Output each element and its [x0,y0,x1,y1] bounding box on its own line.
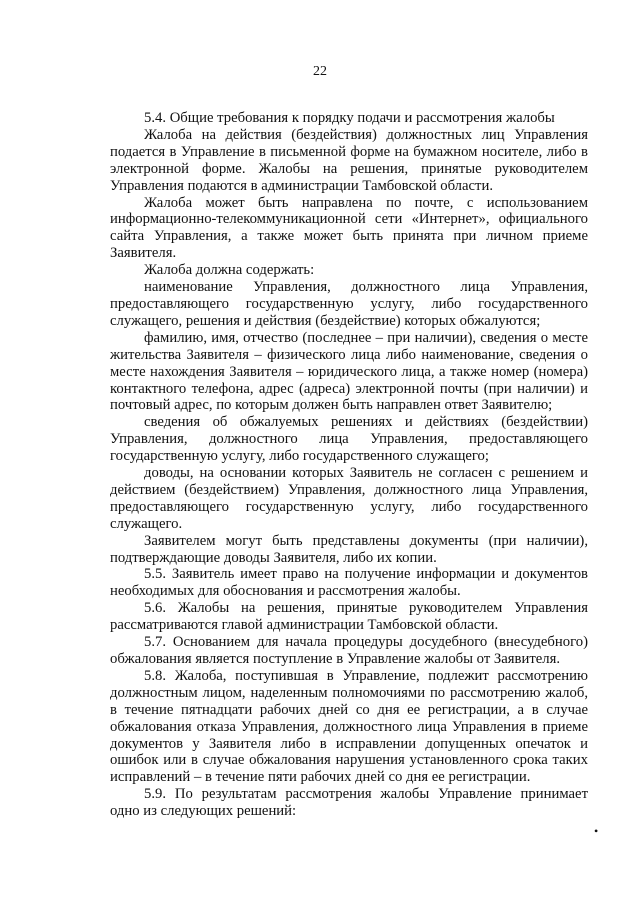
paragraph-complaint-contents-intro: Жалоба должна содержать: [144,262,315,279]
section-heading-5-4: 5.4. Общие требования к порядку подачи и рассмотрения жалобы [144,110,555,126]
section-5-6: 5.6. Жалобы на решения, принятые руководителем Управления рассматриваются главой администрации Тамбовской области. [110,600,588,634]
list-item-arguments: доводы, на основании которых Заявитель не согласен с решением и действием (бездействием) Управления, должностного лица Управления, предоставляющего государственную услугу, либо государственного служащего. [110,465,588,532]
section-5-9: 5.9. По результатам рассмотрения жалобы Управление принимает одно из следующих решений: [110,786,588,820]
paragraph-complaint-channels: Жалоба может быть направлена по почте, с использованием информационно-телекоммуникационной сети «Интернет», официального сайта Управления, а также может быть принята при личном приеме Заявителя. [110,194,588,262]
stray-mark: • [594,824,599,838]
list-item-applicant-details: фамилию, имя, отчество (последнее – при наличии), сведения о месте жительства Заявителя – физического лица либо наименование, сведения о месте нахождения Заявителя – юридического лица, а также номер (номера) контактного телефона, адрес (адреса) электронной почты (при наличии) и почтовый адрес, по которым должен быть направлен ответ Заявителю; [110,329,588,414]
document-body [110,110,588,820]
section-5-5: 5.5. Заявитель имеет право на получение информации и документов необходимых для обоснования и рассмотрения жалобы. [110,566,588,600]
section-5-8: 5.8. Жалоба, поступившая в Управление, подлежит рассмотрению должностным лицом, наделенным полномочиями по рассмотрению жалоб, в течение пятнадцати рабочих дней со дня ее регистрации, а в случае обжалования отказа Управления, должностного лица Управления в приеме документов у Заявителя либо в исправлении допущенных опечаток и ошибок или в случае обжалования нарушения установленного срока таких исправлений – в течение пяти рабочих дней со дня ее регистрации. [110,667,588,786]
paragraph-complaint-submission: Жалоба на действия (бездействия) должностных лиц Управления подается в Управление в письменной форме на бумажном носителе, либо в электронной форме. Жалобы на решения, принятые руководителем Управления подаются в администрации Тамбовской области. [110,126,588,194]
list-item-appealed-decisions: сведения об обжалуемых решениях и действиях (бездействии) Управления, должностного лица Управления, предоставляющего государственную услугу, либо государственного служащего; [110,414,588,465]
paragraph-supporting-documents: Заявителем могут быть представлены документы (при наличии), подтверждающие доводы Заявителя, либо их копии. [110,532,588,566]
list-item-authority-name: наименование Управления, должностного лица Управления, предоставляющего государственную услугу, либо государственного служащего, решения и действия (бездействие) которых обжалуются; [110,279,588,329]
page-number: 22 [313,64,327,79]
section-5-7: 5.7. Основанием для начала процедуры досудебного (внесудебного) обжалования является поступление в Управление жалобы от Заявителя. [110,634,588,667]
